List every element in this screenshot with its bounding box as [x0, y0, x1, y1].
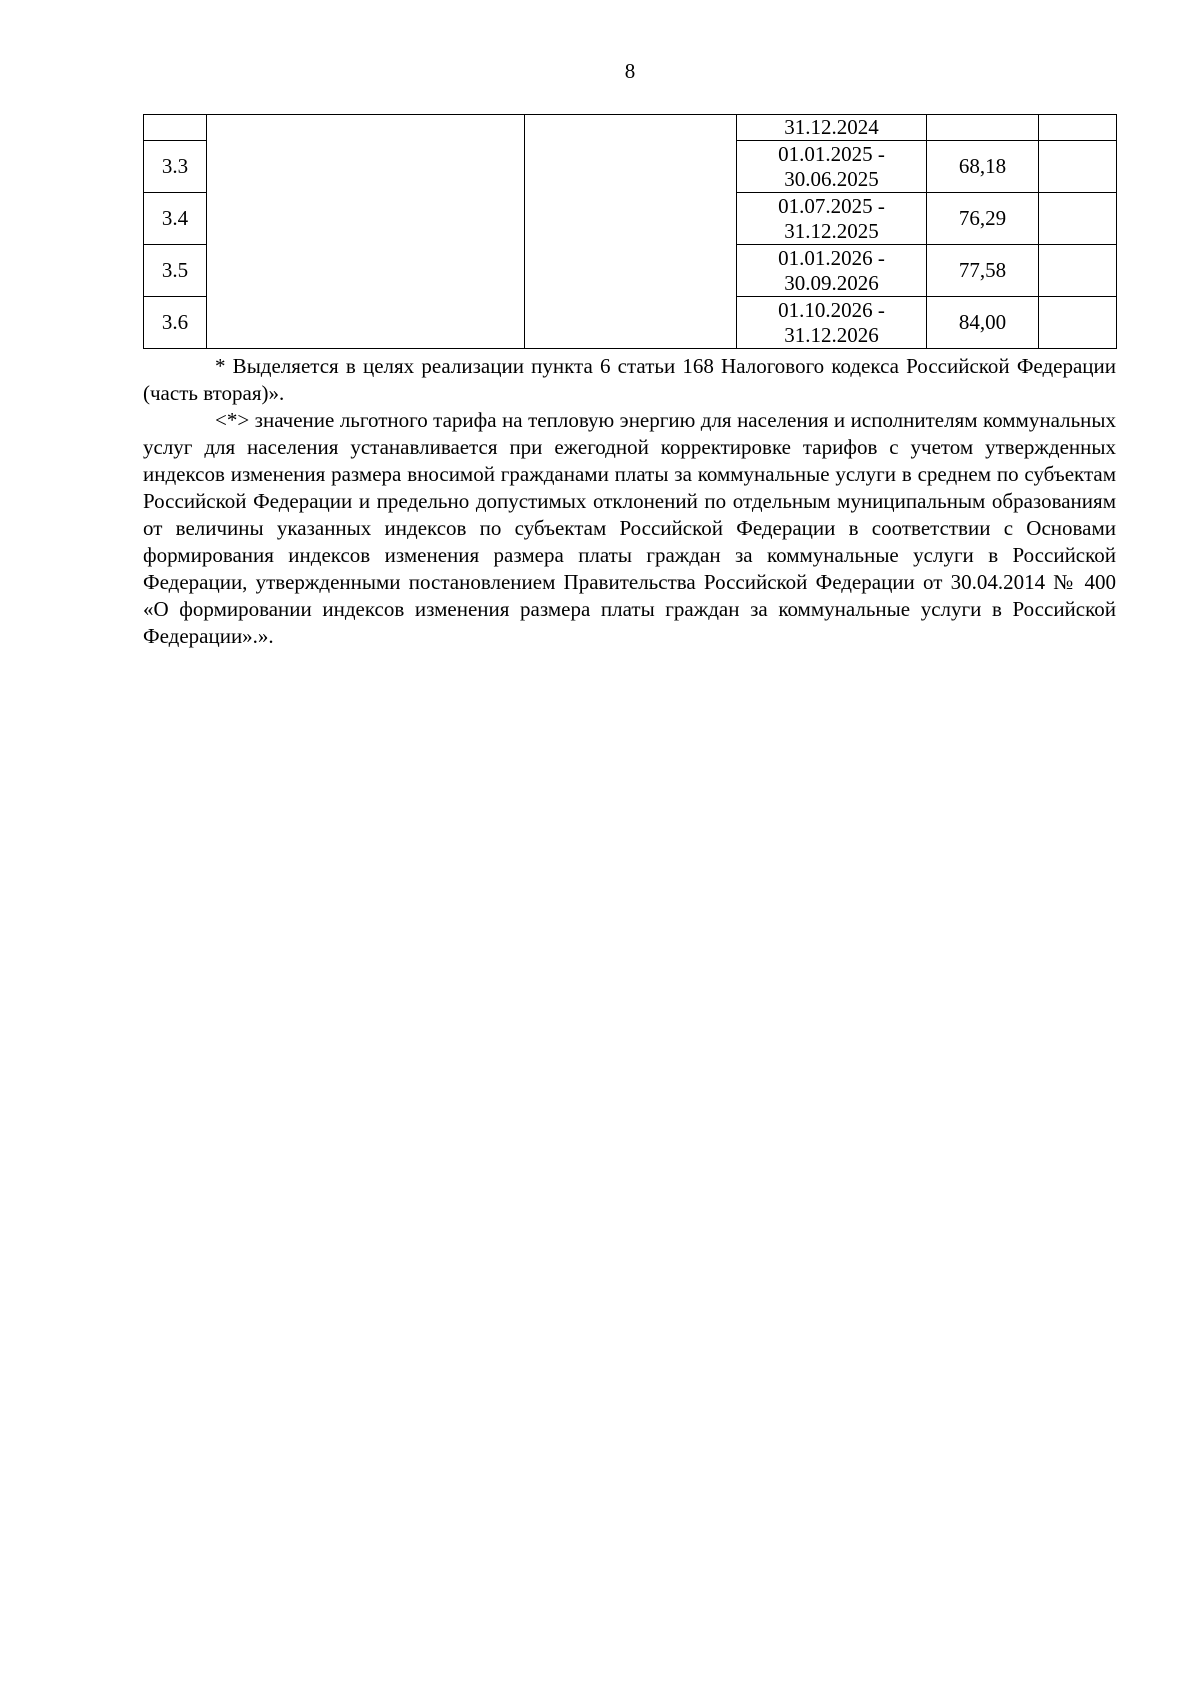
period-cell: [737, 193, 927, 245]
value-cell: 76,29: [927, 193, 1039, 245]
footnote-star: * Выделяется в целях реализации пункта 6 статьи 168 Налогового кодекса Российской Федерации (часть вторая)».: [143, 354, 1116, 405]
value-cell: 84,00: [927, 297, 1039, 349]
period-to: 30.09.2026: [784, 270, 879, 295]
row-number-cell: 3.5: [144, 245, 207, 297]
empty-cell: [1039, 141, 1117, 193]
empty-cell: [1039, 245, 1117, 297]
empty-cell: [1039, 193, 1117, 245]
value-cell: 68,18: [927, 141, 1039, 193]
period-cell: [737, 141, 927, 193]
row-number-cell: 3.3: [144, 141, 207, 193]
tariff-table: [143, 114, 1117, 349]
period-from: 01.07.2025 -: [778, 193, 885, 218]
page-number: 8: [624, 59, 636, 83]
value-cell: [927, 115, 1039, 141]
period-from: 01.01.2025 -: [778, 141, 885, 166]
row-number-cell: [144, 115, 207, 141]
footnote-angle: <*> значение льготного тарифа на тепловую энергию для населения и исполнителям коммунальных услуг для населения устанавливается при ежегодной корректировке тарифов с учетом утвержденных индексов изменения размера вносимой гражданами платы за коммунальные услуги в среднем по субъектам Российской Федерации и предельно допустимых отклонений по отдельным муниципальным образованиям от величины указанных индексов по субъектам Российской Федерации в соответствии с Основами формирования индексов изменения размера платы граждан за коммунальные услуги в Российской Федерации, утвержденными постановлением Правительства Российской Федерации от 30.04.2014 № 400 «О формировании индексов изменения размера платы граждан за коммунальные услуги в Российской Федерации».».: [143, 408, 1116, 648]
row-number-cell: 3.6: [144, 297, 207, 349]
row-number-cell: 3.4: [144, 193, 207, 245]
period-to: 31.12.2026: [784, 322, 879, 347]
period-to: 30.06.2025: [784, 166, 879, 191]
period-from: 01.10.2026 -: [778, 297, 885, 322]
merged-category-cell: [525, 115, 737, 349]
empty-cell: [1039, 115, 1117, 141]
empty-cell: [1039, 297, 1117, 349]
merged-description-cell: [207, 115, 525, 349]
period-to: 31.12.2025: [784, 218, 879, 243]
period-from: 01.01.2026 -: [778, 245, 885, 270]
period-cell: [737, 245, 927, 297]
period-cell: [737, 297, 927, 349]
footnotes: [143, 353, 1116, 650]
period-cell: 31.12.2024: [737, 115, 927, 141]
value-cell: 77,58: [927, 245, 1039, 297]
table-row: [144, 115, 1117, 141]
